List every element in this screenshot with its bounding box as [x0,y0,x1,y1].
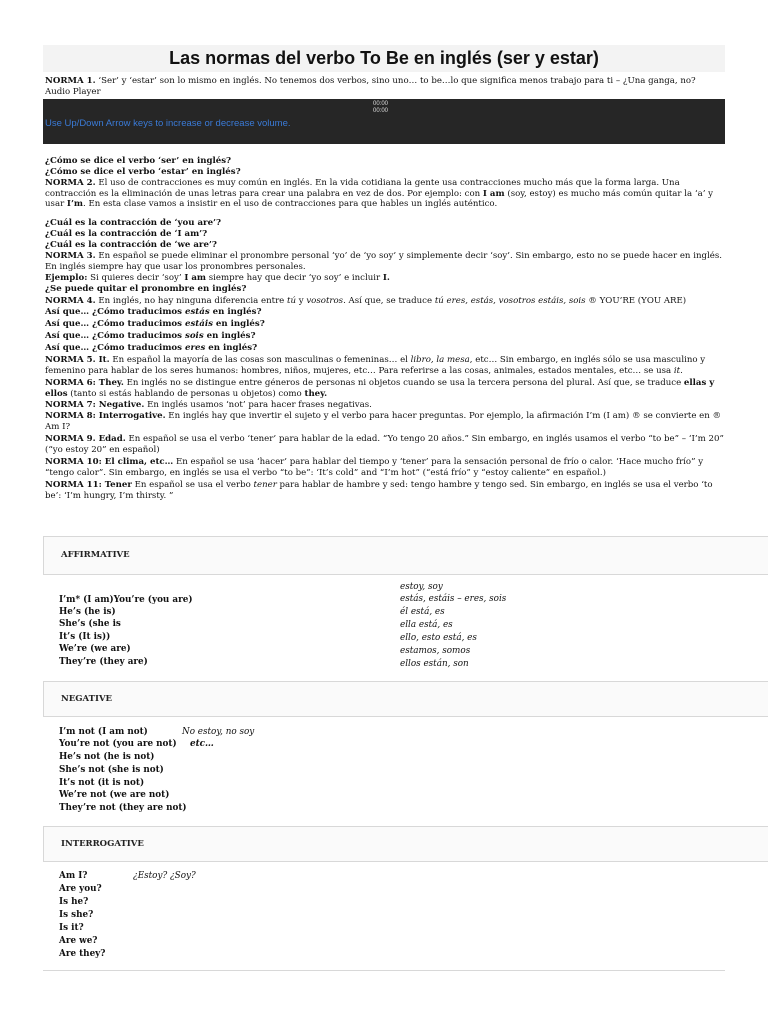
affirmative-translation: ello, esto está, es [400,633,477,643]
norma-text: En español se usa el verbo [131,480,254,490]
norma-label: NORMA 7: Negative. [45,400,145,410]
norma-emphasis: ellas y ellos [45,378,715,399]
interrogative-translation: ¿Estoy? ¿Soy? [133,871,196,881]
norma-5 [45,355,725,376]
negative-form: She’s not (she is not) [59,765,164,775]
norma-text: En español la mayoría de las cosas son masculinas o femeninas… el [109,355,411,365]
affirmative-header [43,536,768,575]
interrogative-form: Is it? [59,923,84,933]
interrogative-form: Is she? [59,910,94,920]
negative-translation: No estoy, no soy [182,727,255,737]
norma-text: En inglés no se distingue entre géneros de personas ni objetos cuando se usa la tercera persona del plural. Así que, se traduce [123,378,684,388]
interrogative-form: Are we? [59,936,98,946]
audio-duration: 00:00 [373,108,389,114]
affirmative-translation: ella está, es [400,620,453,630]
norma-italic: vosotros [306,296,344,306]
negative-heading: NEGATIVE [61,694,113,704]
affirmative-form: She’s (she is [59,619,121,629]
norma-label: NORMA 11: Tener [45,480,132,490]
negative-etc: etc… [190,739,214,749]
norma-text: , etc… Sin embargo, en inglés sólo se usa masculino y femenino para hablar de los seres humanos: hombres, niños, mujeres, etc… Para referirse a las cosas, animales, estados mentales, etc… se usa [45,355,706,376]
page-title: Las normas del verbo To Be en inglés (ser y estar) [169,48,599,68]
title-bar [43,45,725,72]
affirmative-translation: estás, estáis – eres, sois [400,594,507,604]
norma-text: ® YOU’RE (YOU ARE) [585,296,687,306]
affirmative-translation: estamos, somos [400,646,471,656]
norma-text: . En esta clase vamos a insistir en el uso de contracciones para que hables un inglés auténtico. [83,199,498,209]
norma-label: NORMA 6: They. [45,378,124,388]
norma-3 [45,251,725,272]
audio-current-time: 00:00 [373,101,389,107]
audio-volume-hint: Use Up/Down Arrow keys to increase or decrease volume. [45,118,291,129]
interrogative-form: Am I? [59,871,88,881]
audio-player[interactable] [43,99,725,144]
norma-text: El uso de contracciones es muy común en inglés. En la vida cotidiana la gente usa contracciones mucho más que la forma larga. Una contracción es la eliminación de unas letras para crear una palabra en vez de dos. Por ejemplo: con [45,178,680,199]
norma-text: En inglés usamos ‘not’ para hacer frases negativas. [144,400,372,410]
interrogative-form: Are they? [59,949,106,959]
interrogative-header [43,826,768,862]
question: ¿Cómo se dice el verbo ‘ser’ en inglés? [45,156,232,166]
norma-label: NORMA 2. [45,178,96,188]
asi-que-question: Así que… ¿Cómo traducimos estás en inglés? [45,307,262,317]
affirmative-form: We’re (we are) [59,644,131,654]
asi-que-question: Así que… ¿Cómo traducimos eres en inglés? [45,343,258,353]
norma-4 [45,296,725,307]
norma-label: NORMA 4. [45,296,96,306]
norma-text: para hablar de hambre y sed: tengo hambre y tengo sed. Sin embargo, en inglés se usa el verbo ‘to be’: ‘I’m hungry, I’m thirsty. ” [45,480,713,501]
affirmative-heading: AFFIRMATIVE [61,550,130,560]
negative-header [43,681,768,717]
negative-form: They’re not (they are not) [59,803,187,813]
question: ¿Cuál es la contracción de ‘I am’? [45,229,208,239]
ejemplo [45,273,725,284]
negative-form: We’re not (we are not) [59,790,170,800]
negative-form: He’s not (he is not) [59,752,155,762]
norma-emphasis: I’m [66,199,84,209]
norma-emphasis: I am [482,188,505,199]
norma-9 [45,434,725,455]
interrogative-form: Are you? [59,884,102,894]
norma-text: En español se usa el verbo ‘tener’ para hablar de la edad. “Yo tengo 20 años.” Sin embargo, en inglés usamos el verbo “to be” – ‘I’m 20” (“yo estoy 20” en español) [45,434,724,455]
norma-italic: libro, la mesa [410,355,470,365]
norma-italic: tener [253,480,277,490]
norma-10 [45,457,725,478]
norma-2 [45,178,725,210]
norma-italic: tú [287,296,296,306]
ejemplo-emphasis: I. [382,273,390,283]
interrogative-form: Is he? [59,897,89,907]
norma-text: En español se usa ‘hacer’ para hablar del tiempo y ‘tener’ para la sensación personal de frío o calor. ‘Hace mucho frío” y “tengo calor”. Sin embargo, en inglés se usa el verbo “to be”: ‘It’s cold” and “I’m hot” (“está frío” y “estoy caliente” en español.) [45,457,704,478]
affirmative-form: They’re (they are) [59,657,148,667]
affirmative-form: He’s (he is) [59,607,116,617]
affirmative-translation: estoy, soy [400,582,443,592]
norma-8 [45,411,725,432]
norma-italic: tú eres, estás, vosotros estáis, sois [434,296,586,306]
norma-1 [45,76,725,97]
norma-text: En español se puede eliminar el pronombre personal ‘yo’ de ‘yo soy’ y simplemente decir ‘soy’. Sin embargo, esto no se puede hacer en inglés. En inglés siempre hay que usar los pronombres personales. [45,251,722,272]
ejemplo-text: siempre hay que decir ‘yo soy’ e incluir [206,273,383,283]
negative-form: It’s not (it is not) [59,778,145,788]
ejemplo-text: Si quieres decir ‘soy’ [87,273,185,283]
question: ¿Cuál es la contracción de ‘you are’? [45,218,222,228]
norma-label: NORMA 8: Interrogative. [45,411,166,421]
norma-label: NORMA 9. Edad. [45,434,126,444]
norma-italic: it. [673,365,683,376]
norma-label: NORMA 5. It. [45,355,110,365]
affirmative-translation: ellos están, son [400,659,469,669]
norma-6 [45,378,725,399]
norma-label: NORMA 10: El clima, etc… [45,457,174,467]
question: ¿Cómo se dice el verbo ‘estar’ en inglés? [45,167,241,177]
norma-11 [45,480,725,501]
asi-que-question: Así que… ¿Cómo traducimos sois en inglés? [45,331,256,341]
norma-label: NORMA 3. [45,251,96,261]
norma-text: (tanto si estás hablando de personas u objetos) como [67,388,305,399]
interrogative-heading: INTERROGATIVE [61,839,144,849]
norma-7 [45,400,725,411]
question: ¿Se puede quitar el pronombre en inglés? [45,284,247,294]
negative-form: I’m not (I am not) [59,727,148,737]
norma-text: y [296,296,307,306]
norma-text: (soy, estoy) es mucho más común quitar la ‘a’ y usar [45,188,714,209]
affirmative-form: I’m* (I am)You’re (you are) [59,595,193,605]
divider [43,970,725,971]
norma-emphasis: they. [304,388,328,399]
audio-player-label: Audio Player [45,86,101,97]
norma-text: En inglés, no hay ninguna diferencia entre [95,296,287,306]
norma-text: ‘Ser’ y ‘estar’ son lo mismo en inglés. No tenemos dos verbos, sino uno… to be…lo que significa menos trabajo para ti – ¿Una ganga, no? [95,76,696,86]
affirmative-form: It’s (It is)) [59,632,111,642]
affirmative-translation: él está, es [400,607,445,617]
ejemplo-emphasis: I am [184,273,207,283]
norma-label: NORMA 1. [45,76,96,86]
asi-que-question: Así que… ¿Cómo traducimos estáis en inglés? [45,319,265,329]
norma-text: . Así que, se traduce [343,296,435,306]
ejemplo-label: Ejemplo: [45,273,88,283]
norma-text: En inglés hay que invertir el sujeto y el verbo para hacer preguntas. Por ejemplo, la afirmación I’m (I am) ® se convierte en ® Am I? [45,411,722,432]
question: ¿Cuál es la contracción de ‘we are’? [45,240,217,250]
negative-form: You’re not (you are not) [59,739,177,749]
